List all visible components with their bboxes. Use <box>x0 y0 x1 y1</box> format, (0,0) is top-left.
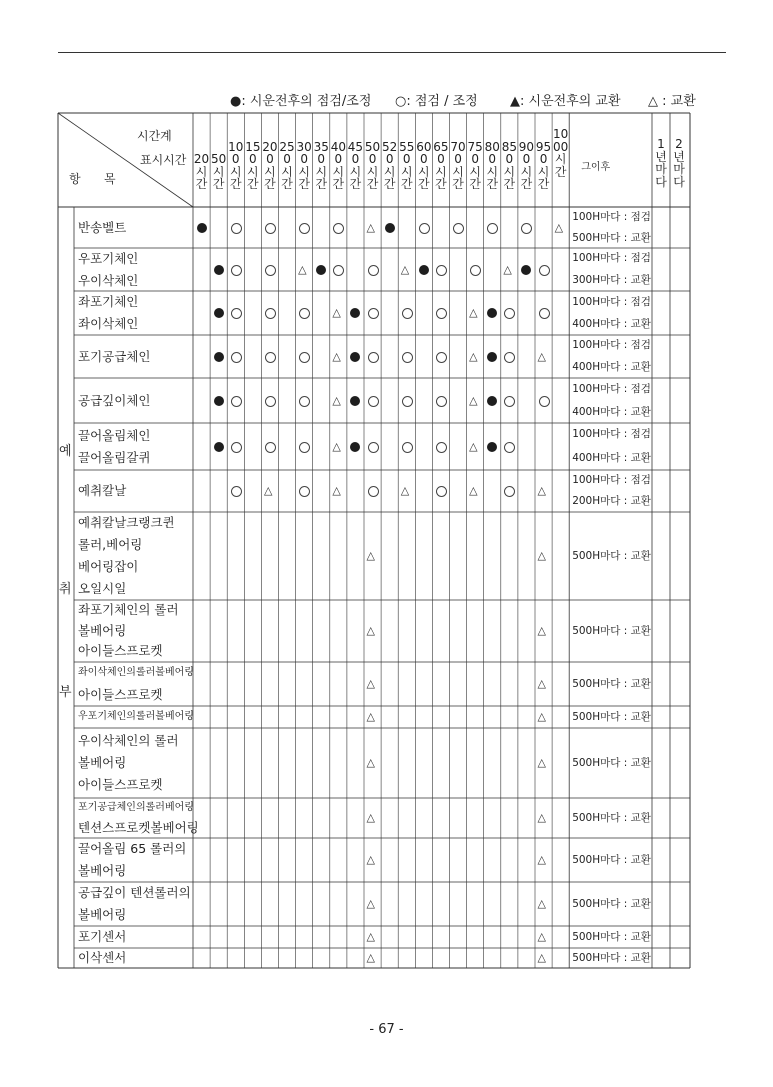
item-name: 예취칼날크랭크퀸 <box>78 515 175 530</box>
open-circle-mark <box>539 308 550 319</box>
open-circle-mark <box>504 352 515 363</box>
open-circle-mark <box>402 442 413 453</box>
interval-note: 500H마다 : 교환 <box>572 757 651 769</box>
open-triangle-mark: △ <box>366 549 376 562</box>
legend-open-circle: ○: 점검 / 조정 <box>395 94 478 109</box>
open-triangle-mark: △ <box>469 349 478 363</box>
open-circle-mark <box>265 223 276 234</box>
item-name: 좌포기체인의 롤러 <box>78 602 179 617</box>
filled-circle-mark <box>419 265 429 275</box>
interval-note: 100H마다 : 점검 <box>572 211 651 223</box>
open-triangle-mark: △ <box>554 220 564 234</box>
legend-filled-circle: ●: 시운전후의 점검/조정 <box>230 94 372 109</box>
open-circle-mark <box>231 265 242 276</box>
item-name: 좌포기체인 <box>78 294 139 309</box>
open-triangle-mark: △ <box>469 306 478 319</box>
year-column-header: 2년마다 <box>673 137 685 189</box>
hour-column-header: 850시간 <box>501 139 517 191</box>
open-circle-mark <box>265 352 276 363</box>
item-name: 롤러,베어링 <box>78 537 143 552</box>
corner-label: 시간계 <box>137 129 172 143</box>
open-circle-mark <box>436 308 447 319</box>
filled-circle-mark <box>316 265 326 275</box>
corner-label: 항 <box>69 172 81 186</box>
open-circle-mark <box>368 352 379 363</box>
item-name: 우포기체인 <box>78 251 139 266</box>
interval-note: 400H마다 : 교환 <box>572 318 651 330</box>
filled-circle-mark <box>197 223 207 233</box>
open-triangle-mark: △ <box>537 756 547 769</box>
item-name: 끌어올림 65 롤러의 <box>78 841 187 856</box>
interval-note: 100H마다 : 점검 <box>572 383 651 395</box>
open-circle-mark <box>368 265 379 276</box>
open-triangle-mark: △ <box>366 951 376 964</box>
open-circle-mark <box>231 308 242 319</box>
hour-column-header: 950시간 <box>535 139 552 191</box>
open-triangle-mark: △ <box>332 306 341 319</box>
item-name: 볼베어링 <box>78 907 127 922</box>
open-circle-mark <box>504 442 515 453</box>
open-triangle-mark: △ <box>537 677 547 690</box>
filled-circle-mark <box>214 442 224 452</box>
open-circle-mark <box>419 223 430 234</box>
hour-column-header: 100시간 <box>228 139 244 191</box>
hour-column-header: 1000시간 <box>553 127 569 179</box>
open-triangle-mark: △ <box>537 710 547 723</box>
year-column-header: 1년마다 <box>655 137 667 189</box>
open-triangle-mark: △ <box>469 439 478 453</box>
open-triangle-mark: △ <box>332 484 341 497</box>
open-triangle-mark: △ <box>366 677 376 690</box>
open-triangle-mark: △ <box>332 393 341 407</box>
open-circle-mark <box>436 442 447 453</box>
open-triangle-mark: △ <box>469 484 478 497</box>
item-name: 우이삭체인 <box>78 272 139 288</box>
interval-note: 100H마다 : 점검 <box>572 339 651 351</box>
item-name: 반송벨트 <box>78 219 127 235</box>
group-label: 취 <box>59 582 72 597</box>
item-name: 아이들스프로켓 <box>78 777 163 792</box>
open-triangle-mark: △ <box>332 349 341 363</box>
item-name: 텐션스프로켓볼베어링 <box>78 820 199 835</box>
open-circle-mark <box>402 396 413 407</box>
hour-column-header: 250시간 <box>279 139 295 191</box>
open-circle-mark <box>521 223 532 234</box>
open-triangle-mark: △ <box>332 439 341 453</box>
open-circle-mark <box>436 486 447 497</box>
hour-column-header: 800시간 <box>484 139 500 191</box>
open-triangle-mark: △ <box>537 951 547 964</box>
open-circle-mark <box>470 265 481 276</box>
item-name: 공급깊이체인 <box>78 392 151 408</box>
interval-note: 400H마다 : 교환 <box>572 360 651 373</box>
open-triangle-mark: △ <box>366 756 376 769</box>
open-circle-mark <box>299 396 310 407</box>
filled-circle-mark <box>214 308 224 318</box>
hour-column-header: 900시간 <box>518 139 535 191</box>
open-circle-mark <box>299 223 310 234</box>
open-triangle-mark: △ <box>366 811 376 824</box>
hour-column-header: 700시간 <box>450 139 466 191</box>
filled-circle-mark <box>350 442 360 452</box>
open-triangle-mark: △ <box>503 262 512 276</box>
open-triangle-mark: △ <box>537 853 547 866</box>
item-name: 포기센서 <box>78 929 127 944</box>
interval-note: 500H마다 : 교환 <box>572 678 651 690</box>
open-triangle-mark: △ <box>537 549 547 562</box>
item-name: 우포기체인의롤러볼베어링 <box>78 711 194 722</box>
item-name: 볼베어링 <box>78 863 127 878</box>
interval-note: 500H마다 : 교환 <box>572 952 651 964</box>
open-triangle-mark: △ <box>537 811 547 824</box>
interval-note: 500H마다 : 교환 <box>572 550 651 562</box>
filled-circle-mark <box>350 396 360 406</box>
item-name: 끌어올림체인 <box>78 427 151 443</box>
page-number: - 67 - <box>369 1022 404 1037</box>
open-triangle-mark: △ <box>537 484 547 497</box>
open-triangle-mark: △ <box>537 930 547 943</box>
item-name: 끌어올림갈퀴 <box>78 449 151 465</box>
interval-note: 400H마다 : 교환 <box>572 451 651 464</box>
hour-column-header: 50시간 <box>211 152 227 191</box>
interval-note: 500H마다 : 교환 <box>572 625 651 637</box>
item-name: 우이삭체인의 롤러 <box>78 733 179 748</box>
filled-circle-mark <box>487 396 497 406</box>
open-circle-mark <box>333 223 344 234</box>
item-name: 볼베어링 <box>78 755 127 770</box>
legend-filled-triangle: ▲: 시운전후의 교환 <box>510 94 621 109</box>
item-name: 볼베어링 <box>78 622 127 638</box>
item-name: 좌이삭체인 <box>78 316 139 331</box>
open-circle-mark <box>333 265 344 276</box>
hour-column-header: 650시간 <box>433 139 449 191</box>
item-name: 오일시일 <box>78 581 127 596</box>
hour-column-header: 600시간 <box>416 139 432 191</box>
open-circle-mark <box>231 396 242 407</box>
filled-circle-mark <box>214 352 224 362</box>
open-circle-mark <box>299 352 310 363</box>
open-triangle-mark: △ <box>537 624 547 637</box>
open-triangle-mark: △ <box>366 853 376 866</box>
legend-open-triangle: △ : 교환 <box>648 94 696 109</box>
group-label: 예 <box>59 444 72 459</box>
open-circle-mark <box>436 352 447 363</box>
open-circle-mark <box>368 486 379 497</box>
interval-note: 500H마다 : 교환 <box>572 231 651 244</box>
open-triangle-mark: △ <box>537 349 547 363</box>
open-circle-mark <box>504 396 515 407</box>
filled-circle-mark <box>350 352 360 362</box>
hour-column-header: 450시간 <box>347 139 364 191</box>
open-triangle-mark: △ <box>366 710 376 723</box>
filled-circle-mark <box>521 265 531 275</box>
open-circle-mark <box>539 265 550 276</box>
open-triangle-mark: △ <box>298 262 307 276</box>
filled-circle-mark <box>214 265 224 275</box>
corner-label: 표시시간 <box>140 153 187 167</box>
interval-note: 500H마다 : 교환 <box>572 711 651 723</box>
interval-note: 100H마다 : 점검 <box>572 296 651 308</box>
open-triangle-mark: △ <box>366 897 376 910</box>
open-circle-mark <box>265 442 276 453</box>
hour-column-header: 350시간 <box>313 139 329 191</box>
open-triangle-mark: △ <box>366 220 376 234</box>
interval-note: 500H마다 : 교환 <box>572 898 651 910</box>
group-label: 부 <box>59 685 72 700</box>
filled-circle-mark <box>214 396 224 406</box>
interval-note: 200H마다 : 교환 <box>572 495 651 507</box>
hour-column-header: 550시간 <box>399 139 415 191</box>
item-name: 아이들스프로켓 <box>78 643 163 659</box>
item-name: 공급깊이 텐션롤러의 <box>78 885 191 900</box>
open-triangle-mark: △ <box>400 484 410 497</box>
hour-column-header: 200시간 <box>262 139 278 191</box>
interval-note: 300H마다 : 교환 <box>572 273 651 286</box>
open-circle-mark <box>265 265 276 276</box>
item-name: 예취칼날 <box>78 483 127 498</box>
hour-column-header: 750시간 <box>467 139 483 191</box>
item-name: 아이들스프로켓 <box>78 687 163 702</box>
corner-label: 목 <box>104 172 116 186</box>
item-name: 좌이삭체인의롤러볼베어링 <box>78 667 194 678</box>
open-circle-mark <box>487 223 498 234</box>
interval-note: 100H마다 : 점검 <box>572 428 651 440</box>
open-circle-mark <box>453 223 464 234</box>
open-circle-mark <box>436 265 447 276</box>
open-circle-mark <box>231 352 242 363</box>
open-circle-mark <box>231 223 242 234</box>
open-triangle-mark: △ <box>469 393 478 407</box>
interval-note: 500H마다 : 교환 <box>572 931 651 943</box>
interval-note: 500H마다 : 교환 <box>572 812 651 824</box>
hour-column-header: 500시간 <box>364 139 381 191</box>
after-column-header: 그이후 <box>581 162 611 173</box>
open-circle-mark <box>265 308 276 319</box>
item-name: 포기공급체인 <box>78 348 151 364</box>
open-circle-mark <box>436 396 447 407</box>
open-circle-mark <box>368 442 379 453</box>
filled-circle-mark <box>385 223 395 233</box>
open-circle-mark <box>368 308 379 319</box>
filled-circle-mark <box>487 352 497 362</box>
open-circle-mark <box>368 396 379 407</box>
item-name: 베어링잡이 <box>78 559 139 574</box>
interval-note: 400H마다 : 교환 <box>572 405 651 418</box>
open-circle-mark <box>231 442 242 453</box>
open-circle-mark <box>402 308 413 319</box>
item-name: 이삭센서 <box>78 950 127 965</box>
open-triangle-mark: △ <box>263 484 273 497</box>
interval-note: 100H마다 : 점검 <box>572 252 651 264</box>
hour-column-header: 300시간 <box>296 139 312 191</box>
open-circle-mark <box>299 442 310 453</box>
open-triangle-mark: △ <box>400 262 410 276</box>
open-triangle-mark: △ <box>366 930 376 943</box>
interval-note: 500H마다 : 교환 <box>572 854 651 866</box>
open-triangle-mark: △ <box>366 624 376 637</box>
open-circle-mark <box>539 396 550 407</box>
hour-column-header: 20시간 <box>193 152 210 191</box>
open-circle-mark <box>231 486 242 497</box>
item-name: 포기공급체인의롤러베어링 <box>78 802 194 813</box>
open-circle-mark <box>402 352 413 363</box>
hour-column-header: 520시간 <box>382 139 398 191</box>
hour-column-header: 400시간 <box>330 139 346 191</box>
interval-note: 100H마다 : 점검 <box>572 474 651 486</box>
filled-circle-mark <box>487 442 497 452</box>
hour-column-header: 150시간 <box>245 139 261 191</box>
open-triangle-mark: △ <box>537 897 547 910</box>
open-circle-mark <box>265 396 276 407</box>
